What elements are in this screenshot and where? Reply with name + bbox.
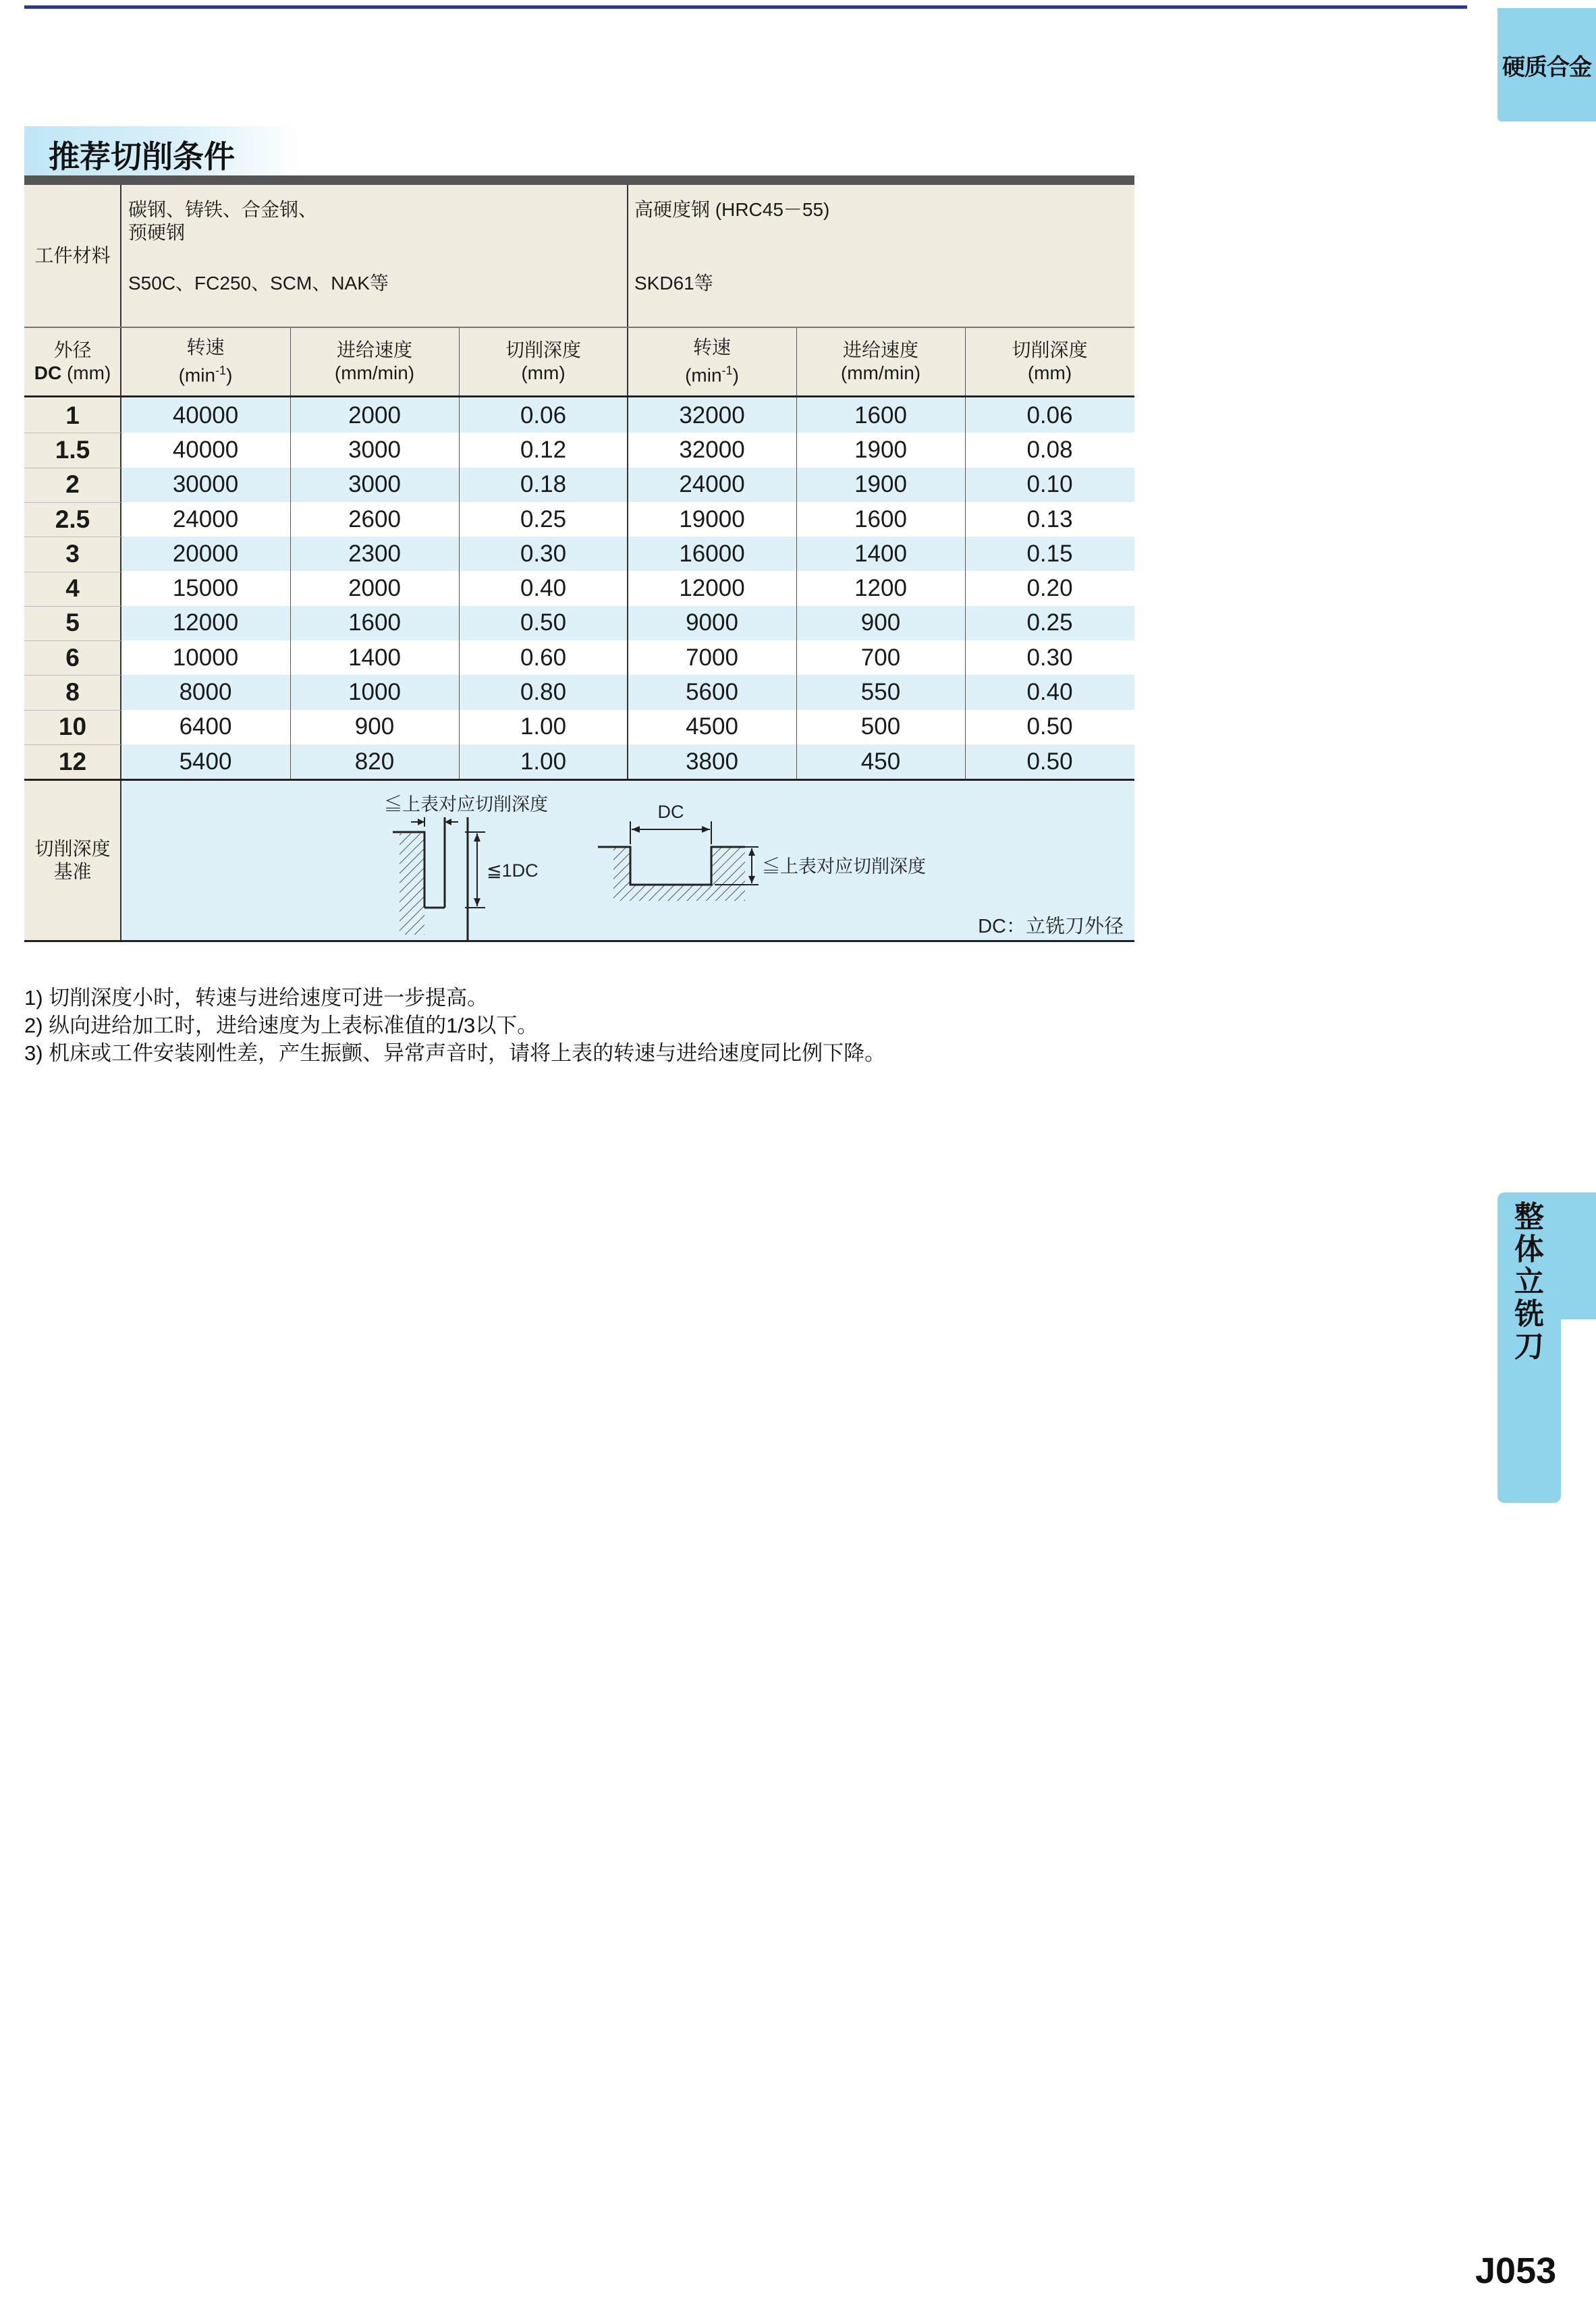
column-header-unit bbox=[335, 362, 414, 385]
table-cell: 15000 bbox=[121, 572, 290, 606]
material-1-example: S50C、FC250、SCM、NAK等 bbox=[128, 273, 389, 294]
material-2-example: SKD61等 bbox=[634, 273, 713, 294]
table-cell: 1000 bbox=[290, 675, 459, 709]
table-cell: 5600 bbox=[628, 675, 796, 709]
category-tab-solid-endmill-label: 整体立铣刀 bbox=[1514, 1201, 1544, 1363]
dc-header-unit: (mm) bbox=[61, 362, 111, 383]
slot-depth-label: ≦上表对应切削深度 bbox=[762, 856, 926, 877]
dc-cell: 2 bbox=[24, 468, 121, 502]
category-tab-carbide[interactable] bbox=[1497, 8, 1596, 121]
material-label: 工件材料 bbox=[34, 245, 111, 266]
column-header bbox=[121, 328, 290, 395]
dc-cell: 1 bbox=[24, 398, 121, 433]
grid-line bbox=[24, 395, 1134, 397]
table-cell: 0.13 bbox=[965, 502, 1134, 536]
table-cell: 0.18 bbox=[459, 468, 628, 502]
table-top-bar bbox=[24, 175, 1134, 185]
table-cell: 0.06 bbox=[459, 398, 628, 433]
table-cell: 1200 bbox=[796, 572, 965, 606]
column-header-unit bbox=[179, 359, 233, 387]
column-header bbox=[965, 328, 1134, 395]
column-header-label: 转速 bbox=[692, 337, 731, 358]
column-header bbox=[459, 328, 628, 395]
table-cell: 40000 bbox=[121, 433, 290, 467]
table-cell: 24000 bbox=[121, 502, 290, 536]
table-cell: 3000 bbox=[290, 468, 459, 502]
table-cell: 2000 bbox=[290, 398, 459, 433]
dc-cell: 6 bbox=[24, 640, 121, 675]
unit-superscript: -1 bbox=[215, 364, 227, 378]
table-cell: 0.08 bbox=[965, 433, 1134, 467]
table-cell: 1.00 bbox=[459, 710, 628, 744]
table-cell: 3000 bbox=[290, 433, 459, 467]
cutting-conditions-table bbox=[24, 175, 1134, 941]
material-label-cell bbox=[24, 185, 121, 327]
depth-label-line2: 基准 bbox=[53, 861, 92, 882]
table-cell: 4500 bbox=[628, 710, 796, 744]
table-cell: 1400 bbox=[290, 640, 459, 675]
material-1-line1: 碳钢、铸铁、合金钢、 bbox=[128, 199, 318, 220]
table-cell: 2300 bbox=[290, 536, 459, 571]
slot-width-label: DC bbox=[657, 802, 684, 822]
side-top-label: ≦上表对应切削深度 bbox=[384, 794, 548, 815]
note-2: 2) 纵向进给加工时，进给速度为上表标准值的1/3以下。 bbox=[24, 1014, 539, 1037]
column-header bbox=[628, 328, 796, 395]
unit-text: (min bbox=[685, 364, 722, 386]
unit-text: (mm/min) bbox=[334, 362, 415, 383]
side-milling-sketch bbox=[384, 794, 548, 941]
table-cell: 3800 bbox=[628, 744, 796, 779]
unit-text: (min bbox=[178, 364, 216, 386]
column-header-label: 进给速度 bbox=[336, 339, 412, 360]
dc-cell: 2.5 bbox=[24, 502, 121, 536]
table-cell: 12000 bbox=[121, 606, 290, 640]
dc-header-bold: DC bbox=[34, 362, 62, 383]
column-header bbox=[796, 328, 965, 395]
table-cell: 40000 bbox=[121, 398, 290, 433]
table-cell: 8000 bbox=[121, 675, 290, 709]
table-cell: 30000 bbox=[121, 468, 290, 502]
table-cell: 0.40 bbox=[965, 675, 1134, 709]
table-cell: 16000 bbox=[628, 536, 796, 571]
table-cell: 1600 bbox=[796, 502, 965, 536]
table-cell: 1600 bbox=[796, 398, 965, 433]
table-cell: 7000 bbox=[628, 640, 796, 675]
table-cell: 0.15 bbox=[965, 536, 1134, 571]
table-cell: 1900 bbox=[796, 433, 965, 467]
column-header-unit bbox=[1028, 362, 1072, 385]
table-cell: 32000 bbox=[628, 398, 796, 433]
table-cell: 0.50 bbox=[965, 710, 1134, 744]
grid-line bbox=[24, 502, 121, 503]
grid-line bbox=[24, 744, 121, 745]
dc-header-line2 bbox=[34, 362, 111, 385]
table-cell: 24000 bbox=[628, 468, 796, 502]
page-number: J053 bbox=[1475, 2251, 1557, 2291]
table-cell: 0.10 bbox=[965, 468, 1134, 502]
table-cell: 0.50 bbox=[459, 606, 628, 640]
depth-diagram bbox=[121, 779, 1134, 941]
section-title-bar bbox=[24, 126, 301, 175]
table-cell: 0.50 bbox=[965, 744, 1134, 779]
table-cell: 1.00 bbox=[459, 744, 628, 779]
depth-label-cell bbox=[24, 779, 121, 941]
grid-line bbox=[120, 185, 121, 941]
table-cell: 0.06 bbox=[965, 398, 1134, 433]
table-cell: 19000 bbox=[628, 502, 796, 536]
grid-line bbox=[24, 710, 121, 711]
column-header bbox=[290, 328, 459, 395]
notes bbox=[24, 984, 885, 1067]
grid-line bbox=[24, 606, 121, 607]
table-cell: 12000 bbox=[628, 572, 796, 606]
dc-cell: 3 bbox=[24, 536, 121, 571]
table-cell: 900 bbox=[290, 710, 459, 744]
material-1-line2: 预硬钢 bbox=[128, 222, 186, 243]
table-cell: 2000 bbox=[290, 572, 459, 606]
table-cell: 1600 bbox=[290, 606, 459, 640]
material-2-line1: 高硬度钢 (HRC45－55) bbox=[634, 199, 830, 220]
table-cell: 820 bbox=[290, 744, 459, 779]
unit-tail: ) bbox=[226, 364, 233, 386]
table-cell: 5400 bbox=[121, 744, 290, 779]
table-cell: 550 bbox=[796, 675, 965, 709]
column-header-label: 转速 bbox=[186, 337, 225, 358]
table-cell: 0.25 bbox=[459, 502, 628, 536]
grid-line bbox=[24, 536, 121, 537]
unit-text: (mm) bbox=[521, 362, 566, 383]
grid-line bbox=[24, 640, 121, 641]
table-cell: 0.12 bbox=[459, 433, 628, 467]
slot-milling-sketch bbox=[598, 802, 926, 901]
grid-line bbox=[24, 940, 1134, 942]
depth-label-line1: 切削深度 bbox=[34, 838, 111, 859]
dc-header-line1: 外径 bbox=[53, 339, 92, 360]
table-cell: 0.60 bbox=[459, 640, 628, 675]
grid-line bbox=[24, 675, 121, 676]
top-rule bbox=[24, 5, 1467, 9]
diagram-legend: DC：立铣刀外径 bbox=[978, 916, 1124, 937]
unit-text: (mm) bbox=[1027, 362, 1072, 383]
grid-line bbox=[24, 779, 1134, 781]
note-1: 1) 切削深度小时，转速与进给速度可进一步提高。 bbox=[24, 986, 489, 1010]
category-tab-label: 硬质合金 bbox=[1502, 54, 1591, 80]
table-cell: 0.80 bbox=[459, 675, 628, 709]
grid-line bbox=[627, 185, 628, 779]
table-cell: 20000 bbox=[121, 536, 290, 571]
table-cell: 0.30 bbox=[965, 640, 1134, 675]
table-cell: 450 bbox=[796, 744, 965, 779]
side-depth-label: ≦1DC bbox=[487, 860, 539, 881]
column-header-unit bbox=[521, 362, 565, 385]
dc-cell: 4 bbox=[24, 572, 121, 606]
table-cell: 1400 bbox=[796, 536, 965, 571]
table-cell: 6400 bbox=[121, 710, 290, 744]
column-header-label: 切削深度 bbox=[505, 339, 581, 360]
table-cell: 0.30 bbox=[459, 536, 628, 571]
table-cell: 1900 bbox=[796, 468, 965, 502]
table-cell: 700 bbox=[796, 640, 965, 675]
dc-cell: 8 bbox=[24, 675, 121, 709]
dc-cell: 5 bbox=[24, 606, 121, 640]
table-cell: 0.25 bbox=[965, 606, 1134, 640]
table-cell: 500 bbox=[796, 710, 965, 744]
table-cell: 9000 bbox=[628, 606, 796, 640]
column-header-unit bbox=[685, 359, 739, 387]
dc-cell: 1.5 bbox=[24, 433, 121, 467]
table-cell: 0.20 bbox=[965, 572, 1134, 606]
unit-tail: ) bbox=[732, 364, 739, 386]
table-cell: 32000 bbox=[628, 433, 796, 467]
section-title: 推荐切削条件 bbox=[49, 139, 235, 174]
table-cell: 10000 bbox=[121, 640, 290, 675]
unit-text: (mm/min) bbox=[840, 362, 921, 383]
dc-header-cell bbox=[24, 328, 121, 395]
dc-cell: 12 bbox=[24, 744, 121, 779]
column-header-label: 切削深度 bbox=[1012, 339, 1088, 360]
table-cell: 2600 bbox=[290, 502, 459, 536]
dc-cell: 10 bbox=[24, 710, 121, 744]
table-cell: 900 bbox=[796, 606, 965, 640]
grid-line bbox=[24, 327, 1134, 328]
unit-superscript: -1 bbox=[721, 364, 733, 378]
note-3: 3) 机床或工件安装刚性差，产生振颤、异常声音时，请将上表的转速与进给速度同比例下降。 bbox=[24, 1041, 886, 1065]
column-header-label: 进给速度 bbox=[842, 339, 918, 360]
column-header-unit bbox=[841, 362, 920, 385]
table-cell: 0.40 bbox=[459, 572, 628, 606]
